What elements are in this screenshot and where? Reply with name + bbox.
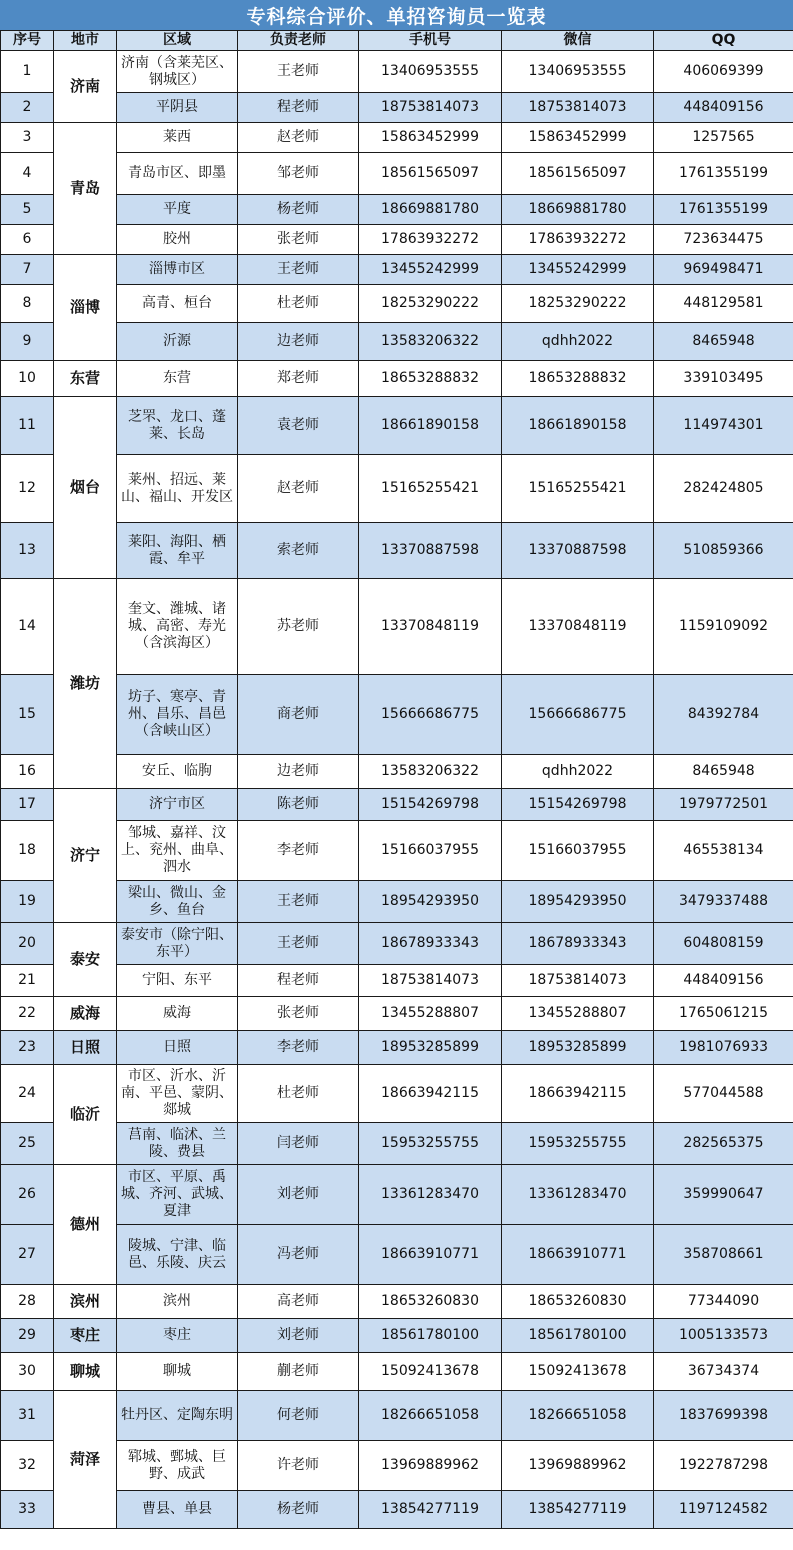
table-row <box>1 1441 793 1491</box>
qq-cell: 8465948 <box>654 755 793 789</box>
phone-cell: 18253290222 <box>359 285 502 323</box>
phone-cell: 18678933343 <box>359 923 502 965</box>
teacher-cell: 邹老师 <box>238 153 359 195</box>
table-row <box>1 1353 793 1391</box>
region-cell: 莒南、临沭、兰陵、费县 <box>117 1123 238 1165</box>
header-qq: QQ <box>654 31 793 51</box>
row-index: 1 <box>1 51 54 93</box>
region-cell: 济宁市区 <box>117 789 238 821</box>
table-row <box>1 1391 793 1441</box>
qq-cell: 406069399 <box>654 51 793 93</box>
wechat-cell: 13455242999 <box>502 255 654 285</box>
wechat-cell: 18669881780 <box>502 195 654 225</box>
teacher-cell: 许老师 <box>238 1441 359 1491</box>
table-title: 专科综合评价、单招咨询员一览表 <box>0 0 793 30</box>
row-index: 9 <box>1 323 54 361</box>
qq-cell: 969498471 <box>654 255 793 285</box>
table-row <box>1 675 793 755</box>
region-cell: 青岛市区、即墨 <box>117 153 238 195</box>
phone-cell: 18266651058 <box>359 1391 502 1441</box>
table-row <box>1 397 793 455</box>
row-index: 20 <box>1 923 54 965</box>
qq-cell: 339103495 <box>654 361 793 397</box>
row-index: 23 <box>1 1031 54 1065</box>
city-cell: 济宁 <box>54 789 117 923</box>
table-row <box>1 1123 793 1165</box>
city-cell: 聊城 <box>54 1353 117 1391</box>
header-index: 序号 <box>1 31 54 51</box>
region-cell: 淄博市区 <box>117 255 238 285</box>
phone-cell: 18663910771 <box>359 1225 502 1285</box>
region-cell: 枣庄 <box>117 1319 238 1353</box>
row-index: 12 <box>1 455 54 523</box>
row-index: 16 <box>1 755 54 789</box>
table-row <box>1 195 793 225</box>
wechat-cell: 15666686775 <box>502 675 654 755</box>
wechat-cell: 18653260830 <box>502 1285 654 1319</box>
region-cell: 沂源 <box>117 323 238 361</box>
region-cell: 市区、平原、禹城、齐河、武城、夏津 <box>117 1165 238 1225</box>
teacher-cell: 袁老师 <box>238 397 359 455</box>
wechat-cell: 18753814073 <box>502 965 654 997</box>
wechat-cell: 18753814073 <box>502 93 654 123</box>
region-cell: 梁山、微山、金乡、鱼台 <box>117 881 238 923</box>
qq-cell: 84392784 <box>654 675 793 755</box>
row-index: 26 <box>1 1165 54 1225</box>
row-index: 13 <box>1 523 54 579</box>
table-row <box>1 153 793 195</box>
region-cell: 安丘、临朐 <box>117 755 238 789</box>
wechat-cell: 17863932272 <box>502 225 654 255</box>
table-row <box>1 323 793 361</box>
region-cell: 聊城 <box>117 1353 238 1391</box>
table-row <box>1 1491 793 1529</box>
wechat-cell: 18266651058 <box>502 1391 654 1441</box>
qq-cell: 604808159 <box>654 923 793 965</box>
qq-cell: 8465948 <box>654 323 793 361</box>
qq-cell: 36734374 <box>654 1353 793 1391</box>
wechat-cell: 18678933343 <box>502 923 654 965</box>
region-cell: 东营 <box>117 361 238 397</box>
qq-cell: 359990647 <box>654 1165 793 1225</box>
phone-cell: 13455288807 <box>359 997 502 1031</box>
teacher-cell: 赵老师 <box>238 123 359 153</box>
phone-cell: 15863452999 <box>359 123 502 153</box>
qq-cell: 577044588 <box>654 1065 793 1123</box>
qq-cell: 1257565 <box>654 123 793 153</box>
region-cell: 莱州、招远、莱山、福山、开发区 <box>117 455 238 523</box>
city-cell: 烟台 <box>54 397 117 579</box>
teacher-cell: 刘老师 <box>238 1165 359 1225</box>
wechat-cell: 18663910771 <box>502 1225 654 1285</box>
phone-cell: 15154269798 <box>359 789 502 821</box>
phone-cell: 13370848119 <box>359 579 502 675</box>
teacher-cell: 王老师 <box>238 881 359 923</box>
region-cell: 平阴县 <box>117 93 238 123</box>
region-cell: 郓城、鄄城、巨野、成武 <box>117 1441 238 1491</box>
city-cell: 滨州 <box>54 1285 117 1319</box>
row-index: 7 <box>1 255 54 285</box>
wechat-cell: 13370887598 <box>502 523 654 579</box>
qq-cell: 1761355199 <box>654 195 793 225</box>
teacher-cell: 陈老师 <box>238 789 359 821</box>
phone-cell: 18663942115 <box>359 1065 502 1123</box>
region-cell: 莱西 <box>117 123 238 153</box>
city-cell: 菏泽 <box>54 1391 117 1529</box>
header-region: 区域 <box>117 31 238 51</box>
city-cell: 枣庄 <box>54 1319 117 1353</box>
region-cell: 陵城、宁津、临邑、乐陵、庆云 <box>117 1225 238 1285</box>
phone-cell: 13406953555 <box>359 51 502 93</box>
teacher-cell: 边老师 <box>238 323 359 361</box>
region-cell: 济南（含莱芜区、钢城区） <box>117 51 238 93</box>
region-cell: 奎文、潍城、诸城、高密、寿光（含滨海区） <box>117 579 238 675</box>
teacher-cell: 王老师 <box>238 51 359 93</box>
row-index: 17 <box>1 789 54 821</box>
row-index: 30 <box>1 1353 54 1391</box>
city-cell: 东营 <box>54 361 117 397</box>
teacher-cell: 商老师 <box>238 675 359 755</box>
wechat-cell: qdhh2022 <box>502 755 654 789</box>
qq-cell: 448129581 <box>654 285 793 323</box>
wechat-cell: 18953285899 <box>502 1031 654 1065</box>
header-teacher: 负责老师 <box>238 31 359 51</box>
qq-cell: 1979772501 <box>654 789 793 821</box>
row-index: 5 <box>1 195 54 225</box>
header-row <box>1 31 793 51</box>
phone-cell: 13583206322 <box>359 323 502 361</box>
qq-cell: 358708661 <box>654 1225 793 1285</box>
city-cell: 威海 <box>54 997 117 1031</box>
row-index: 10 <box>1 361 54 397</box>
city-cell: 德州 <box>54 1165 117 1285</box>
table-row <box>1 965 793 997</box>
city-cell: 潍坊 <box>54 579 117 789</box>
table-row <box>1 361 793 397</box>
row-index: 28 <box>1 1285 54 1319</box>
qq-cell: 448409156 <box>654 93 793 123</box>
table-row <box>1 1319 793 1353</box>
row-index: 33 <box>1 1491 54 1529</box>
header-city: 地市 <box>54 31 117 51</box>
consultant-table <box>0 30 793 1529</box>
teacher-cell: 闫老师 <box>238 1123 359 1165</box>
qq-cell: 1981076933 <box>654 1031 793 1065</box>
qq-cell: 1005133573 <box>654 1319 793 1353</box>
teacher-cell: 蒯老师 <box>238 1353 359 1391</box>
row-index: 15 <box>1 675 54 755</box>
teacher-cell: 张老师 <box>238 997 359 1031</box>
row-index: 4 <box>1 153 54 195</box>
city-cell: 济南 <box>54 51 117 123</box>
teacher-cell: 程老师 <box>238 93 359 123</box>
region-cell: 曹县、单县 <box>117 1491 238 1529</box>
table-row <box>1 225 793 255</box>
teacher-cell: 边老师 <box>238 755 359 789</box>
qq-cell: 723634475 <box>654 225 793 255</box>
qq-cell: 510859366 <box>654 523 793 579</box>
phone-cell: 18561565097 <box>359 153 502 195</box>
teacher-cell: 李老师 <box>238 1031 359 1065</box>
row-index: 2 <box>1 93 54 123</box>
phone-cell: 18753814073 <box>359 93 502 123</box>
phone-cell: 15953255755 <box>359 1123 502 1165</box>
teacher-cell: 杜老师 <box>238 285 359 323</box>
qq-cell: 1761355199 <box>654 153 793 195</box>
row-index: 29 <box>1 1319 54 1353</box>
wechat-cell: 15953255755 <box>502 1123 654 1165</box>
table-row <box>1 1165 793 1225</box>
teacher-cell: 赵老师 <box>238 455 359 523</box>
wechat-cell: 18661890158 <box>502 397 654 455</box>
row-index: 8 <box>1 285 54 323</box>
phone-cell: 18669881780 <box>359 195 502 225</box>
table-row <box>1 881 793 923</box>
table-row <box>1 997 793 1031</box>
table-row <box>1 923 793 965</box>
phone-cell: 18661890158 <box>359 397 502 455</box>
wechat-cell: 15154269798 <box>502 789 654 821</box>
teacher-cell: 杜老师 <box>238 1065 359 1123</box>
row-index: 11 <box>1 397 54 455</box>
row-index: 24 <box>1 1065 54 1123</box>
row-index: 18 <box>1 821 54 881</box>
teacher-cell: 索老师 <box>238 523 359 579</box>
table-row <box>1 255 793 285</box>
table-row <box>1 51 793 93</box>
teacher-cell: 王老师 <box>238 923 359 965</box>
wechat-cell: 13370848119 <box>502 579 654 675</box>
teacher-cell: 冯老师 <box>238 1225 359 1285</box>
table-row <box>1 123 793 153</box>
region-cell: 芝罘、龙口、蓬莱、长岛 <box>117 397 238 455</box>
phone-cell: 15092413678 <box>359 1353 502 1391</box>
teacher-cell: 高老师 <box>238 1285 359 1319</box>
teacher-cell: 郑老师 <box>238 361 359 397</box>
row-index: 19 <box>1 881 54 923</box>
phone-cell: 18953285899 <box>359 1031 502 1065</box>
table-row <box>1 93 793 123</box>
table-row <box>1 1285 793 1319</box>
teacher-cell: 何老师 <box>238 1391 359 1441</box>
phone-cell: 15666686775 <box>359 675 502 755</box>
city-cell: 日照 <box>54 1031 117 1065</box>
row-index: 22 <box>1 997 54 1031</box>
row-index: 27 <box>1 1225 54 1285</box>
phone-cell: 13854277119 <box>359 1491 502 1529</box>
table-row <box>1 523 793 579</box>
region-cell: 宁阳、东平 <box>117 965 238 997</box>
qq-cell: 282565375 <box>654 1123 793 1165</box>
table-row <box>1 789 793 821</box>
region-cell: 坊子、寒亭、青州、昌乐、昌邑（含峡山区） <box>117 675 238 755</box>
qq-cell: 77344090 <box>654 1285 793 1319</box>
phone-cell: 18561780100 <box>359 1319 502 1353</box>
qq-cell: 3479337488 <box>654 881 793 923</box>
table-row <box>1 455 793 523</box>
qq-cell: 1922787298 <box>654 1441 793 1491</box>
teacher-cell: 杨老师 <box>238 195 359 225</box>
phone-cell: 17863932272 <box>359 225 502 255</box>
region-cell: 胶州 <box>117 225 238 255</box>
region-cell: 滨州 <box>117 1285 238 1319</box>
wechat-cell: 13455288807 <box>502 997 654 1031</box>
city-cell: 临沂 <box>54 1065 117 1165</box>
row-index: 6 <box>1 225 54 255</box>
row-index: 21 <box>1 965 54 997</box>
teacher-cell: 程老师 <box>238 965 359 997</box>
wechat-cell: 18561565097 <box>502 153 654 195</box>
region-cell: 日照 <box>117 1031 238 1065</box>
phone-cell: 13583206322 <box>359 755 502 789</box>
phone-cell: 13455242999 <box>359 255 502 285</box>
header-phone: 手机号 <box>359 31 502 51</box>
qq-cell: 114974301 <box>654 397 793 455</box>
wechat-cell: 18561780100 <box>502 1319 654 1353</box>
phone-cell: 18653260830 <box>359 1285 502 1319</box>
qq-cell: 465538134 <box>654 821 793 881</box>
wechat-cell: 18253290222 <box>502 285 654 323</box>
teacher-cell: 杨老师 <box>238 1491 359 1529</box>
qq-cell: 1159109092 <box>654 579 793 675</box>
table-row <box>1 1225 793 1285</box>
phone-cell: 13969889962 <box>359 1441 502 1491</box>
city-cell: 淄博 <box>54 255 117 361</box>
row-index: 25 <box>1 1123 54 1165</box>
table-row <box>1 1031 793 1065</box>
region-cell: 市区、沂水、沂南、平邑、蒙阴、郯城 <box>117 1065 238 1123</box>
wechat-cell: 13969889962 <box>502 1441 654 1491</box>
teacher-cell: 王老师 <box>238 255 359 285</box>
wechat-cell: 15863452999 <box>502 123 654 153</box>
region-cell: 高青、桓台 <box>117 285 238 323</box>
qq-cell: 1197124582 <box>654 1491 793 1529</box>
teacher-cell: 苏老师 <box>238 579 359 675</box>
wechat-cell: 18663942115 <box>502 1065 654 1123</box>
wechat-cell: 15166037955 <box>502 821 654 881</box>
teacher-cell: 李老师 <box>238 821 359 881</box>
row-index: 31 <box>1 1391 54 1441</box>
row-index: 14 <box>1 579 54 675</box>
region-cell: 泰安市（除宁阳、东平） <box>117 923 238 965</box>
row-index: 3 <box>1 123 54 153</box>
teacher-cell: 刘老师 <box>238 1319 359 1353</box>
wechat-cell: 15092413678 <box>502 1353 654 1391</box>
region-cell: 威海 <box>117 997 238 1031</box>
region-cell: 平度 <box>117 195 238 225</box>
wechat-cell: 18653288832 <box>502 361 654 397</box>
phone-cell: 15166037955 <box>359 821 502 881</box>
header-wechat: 微信 <box>502 31 654 51</box>
phone-cell: 15165255421 <box>359 455 502 523</box>
teacher-cell: 张老师 <box>238 225 359 255</box>
row-index: 32 <box>1 1441 54 1491</box>
qq-cell: 1837699398 <box>654 1391 793 1441</box>
city-cell: 泰安 <box>54 923 117 997</box>
qq-cell: 1765061215 <box>654 997 793 1031</box>
wechat-cell: 13361283470 <box>502 1165 654 1225</box>
wechat-cell: 15165255421 <box>502 455 654 523</box>
phone-cell: 18954293950 <box>359 881 502 923</box>
phone-cell: 13361283470 <box>359 1165 502 1225</box>
qq-cell: 448409156 <box>654 965 793 997</box>
city-cell: 青岛 <box>54 123 117 255</box>
phone-cell: 18653288832 <box>359 361 502 397</box>
table-row <box>1 579 793 675</box>
phone-cell: 13370887598 <box>359 523 502 579</box>
wechat-cell: 13854277119 <box>502 1491 654 1529</box>
table-row <box>1 755 793 789</box>
region-cell: 牡丹区、定陶东明 <box>117 1391 238 1441</box>
table-row <box>1 821 793 881</box>
qq-cell: 282424805 <box>654 455 793 523</box>
region-cell: 莱阳、海阳、栖霞、牟平 <box>117 523 238 579</box>
wechat-cell: qdhh2022 <box>502 323 654 361</box>
table-row <box>1 1065 793 1123</box>
phone-cell: 18753814073 <box>359 965 502 997</box>
wechat-cell: 18954293950 <box>502 881 654 923</box>
table-row <box>1 285 793 323</box>
region-cell: 邹城、嘉祥、汶上、兖州、曲阜、泗水 <box>117 821 238 881</box>
wechat-cell: 13406953555 <box>502 51 654 93</box>
